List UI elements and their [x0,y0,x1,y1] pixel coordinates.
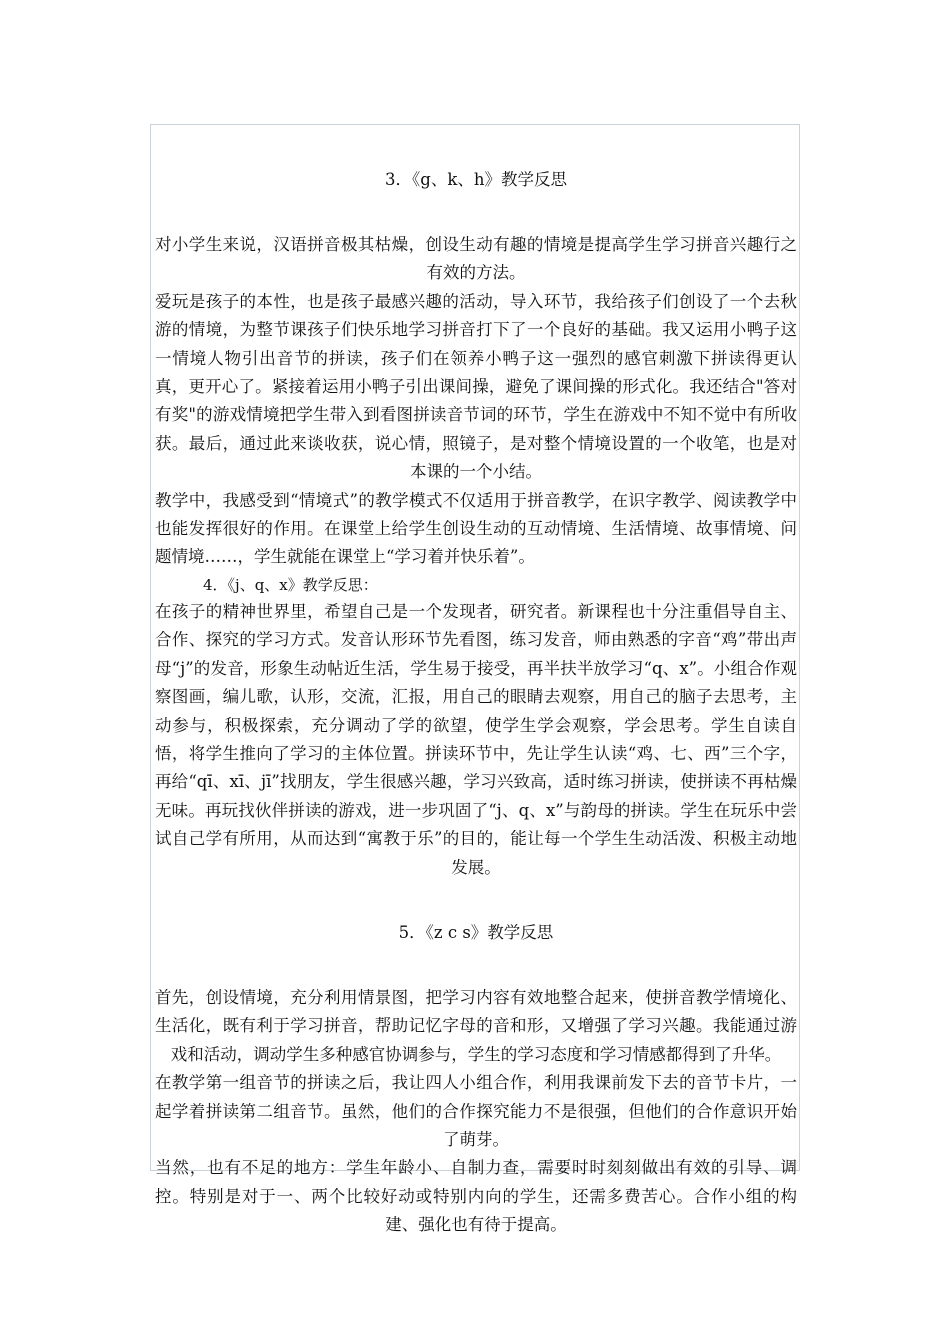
section-5-paragraph-2: 在教学第一组音节的拼读之后，我让四人小组合作，利用我课前发下去的音节卡片，一起学着拼读第二组音节。虽然，他们的合作探究能力不是很强，但他们的合作意识开始了萌芽。 [155,1073,797,1149]
section-3-paragraph-1: 对小学生来说，汉语拼音极其枯燥，创设生动有趣的情境是提高学生学习拼音兴趣行之有效的方法。 [155,235,797,283]
section-4-title: 4．《j、q、x》教学反思： [203,575,378,594]
section-3-paragraph-3: 教学中，我感受到“情境式”的教学模式不仅适用于拼音教学，在识字教学、阅读教学中也能发挥很好的作用。在课堂上给学生创设生动的互动情境、生活情境、故事情境、问题情境……，学生就能在课堂上“学习着并快乐着”。 [155,490,797,567]
document-page [150,124,800,1235]
section-3-paragraph-2: 爱玩是孩子的本性，也是孩子最感兴趣的活动，导入环节，我给孩子们创设了一个去秋游的情境，为整节课孩子们快乐地学习拼音打下了一个良好的基础。我又运用小鸭子这一情境人物引出音节的拼读，孩子们在领养小鸭子这一强烈的感官刺激下拼读得更认真，更开心了。紧接着运用小鸭子引出课间操，避免了课间操的形式化。我还结合"答对有奖"的游戏情境把学生带入到看图拼读音节词的环节，学生在游戏中不知不觉中有所收获。最后，通过此来谈收获，说心情，照镜子，是对整个情境设置的一个收笔，也是对本课的一个小结。 [155,291,797,482]
document-content [155,165,797,1240]
section-3-title: 3．《g、k、h》教学反思 [385,170,567,189]
section-5-paragraph-3: 当然，也有不足的地方：学生年龄小、自制力查，需要时时刻刻做出有效的引导、调控。特别是对于一、两个比较好动或特别内向的学生，还需多费苦心。合作小组的构建、强化也有待于提高。 [155,1158,797,1235]
section-5-paragraph-1: 首先，创设情境，充分利用情景图，把学习内容有效地整合起来，使拼音教学情境化、生活化，既有利于学习拼音，帮助记忆字母的音和形，又增强了学习兴趣。我能通过游戏和活动，调动学生多种感官协调参与，学生的学习态度和学习情感都得到了升华。 [155,987,797,1064]
section-5-title: 5．《z c s》教学反思 [398,922,554,942]
section-4-paragraph-1: 在孩子的精神世界里，希望自己是一个发现者，研究者。新课程也十分注重倡导自主、合作、探究的学习方式。发音认形环节先看图，练习发音，师由熟悉的字音“鸡”带出声母“j”的发音，形象生动帖近生活，学生易于接受，再半扶半放学习“q、x”。小组合作观察图画，编儿歌，认形，交流，汇报，用自己的眼睛去观察，用自己的脑子去思考，主动参与，积极探索，充分调动了学的欲望，使学生学会观察，学会思考。学生自读自悟，将学生推向了学习的主体位置。拼读环节中，先让学生认读“鸡、七、西”三个字，再给“qī、xī、jī”找朋友，学生很感兴趣，学习兴致高，适时练习拼读，使拼读不再枯燥无味。再玩找伙伴拼读的游戏，进一步巩固了“j、q、x”与韵母的拼读。学生在玩乐中尝试自己学有所用，从而达到“寓教于乐”的目的，能让每一个学生生动活泼、积极主动地发展。 [155,601,797,877]
